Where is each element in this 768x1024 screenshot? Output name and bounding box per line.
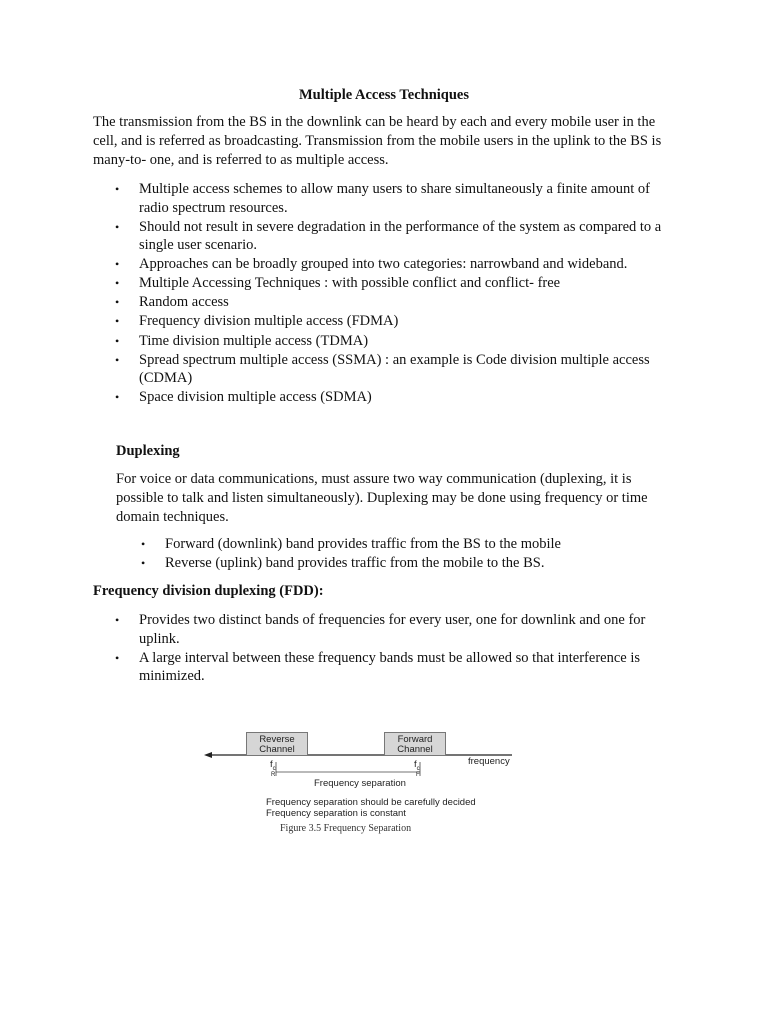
list-item: • Time division multiple access (TDMA) [115, 332, 369, 349]
list-item: • Reverse (uplink) band provides traffic from the mobile to the BS. [141, 554, 545, 571]
figure-note-1: Frequency separation should be carefully decided [266, 797, 476, 808]
list-item: • Multiple Accessing Techniques : with possible conflict and conflict- free [115, 275, 561, 292]
list-item: • Random access [115, 294, 229, 311]
bullet-icon: • [115, 390, 120, 405]
duplexing-list [141, 535, 685, 572]
fdd-heading: Frequency division duplexing (FDD): [93, 583, 324, 599]
bullet-icon: • [115, 276, 120, 291]
axis-left-arrow-icon [204, 752, 212, 758]
intro-paragraph: The transmission from the BS in the downlink can be heard by each and every mobile user in the cell, and is referred as broadcasting. Transmission from the mobile users in the uplink to the BS is many-to- one, and is referred to as multiple access. [93, 114, 662, 168]
duplexing-heading: Duplexing [116, 443, 180, 459]
bullet-icon: • [115, 295, 120, 310]
fc-reverse-label: $f_c$ [270, 759, 276, 772]
ff-small-label: F [416, 772, 420, 778]
list-item: • Spread spectrum multiple access (SSMA) : an example is Code division multiple access (CDMA) [115, 351, 650, 387]
list-item: • Provides two distinct bands of frequencies for every user, one for downlink and one for uplink. [115, 612, 646, 647]
bullet-icon: • [115, 314, 120, 329]
bullet-icon: • [115, 613, 120, 627]
list-item: • A large interval between these frequency bands must be allowed so that interference is minimized. [115, 649, 641, 685]
bullet-icon: • [115, 257, 120, 272]
fc-forward-label: $f_c$ [414, 759, 420, 772]
bullet-icon: • [115, 650, 120, 665]
bullet-icon: • [115, 219, 120, 234]
frequency-axis-label: frequency [468, 756, 510, 767]
fr-small-label: R [271, 772, 276, 778]
bullet-icon: • [141, 555, 146, 570]
bullet-icon: • [115, 182, 120, 196]
bullet-icon: • [115, 333, 120, 348]
figure-note-2: Frequency separation is constant [266, 808, 406, 819]
frequency-separation-figure [200, 728, 530, 843]
list-item: • Frequency division multiple access (FDMA) [115, 313, 399, 330]
multiple-access-list [115, 180, 679, 407]
list-item: • Space division multiple access (SDMA) [115, 389, 372, 406]
figure-caption: Figure 3.5 Frequency Separation [280, 823, 412, 834]
page-title: Multiple Access Techniques [299, 87, 469, 103]
list-item: • Approaches can be broadly grouped into two categories: narrowband and wideband. [115, 256, 628, 273]
reverse-channel-box: Reverse Channel [246, 732, 308, 756]
bullet-icon: • [141, 537, 146, 551]
list-item: • Multiple access schemes to allow many users to share simultaneously a finite amount of radio spectrum resources. [115, 181, 651, 216]
list-item: • Should not result in severe degradation in the performance of the system as compared to a single user scenario. [115, 218, 662, 254]
forward-channel-box: Forward Channel [384, 732, 446, 756]
separation-label: Frequency separation [314, 778, 406, 789]
bullet-icon: • [115, 352, 120, 367]
duplexing-paragraph: For voice or data communications, must assure two way communication (duplexing, it is possible to talk and listen simultaneously). Duplexing may be done using frequency or time domain techniques. [116, 471, 648, 525]
list-item: • Forward (downlink) band provides traffic from the BS to the mobile [141, 536, 561, 552]
fdd-list [115, 611, 679, 686]
